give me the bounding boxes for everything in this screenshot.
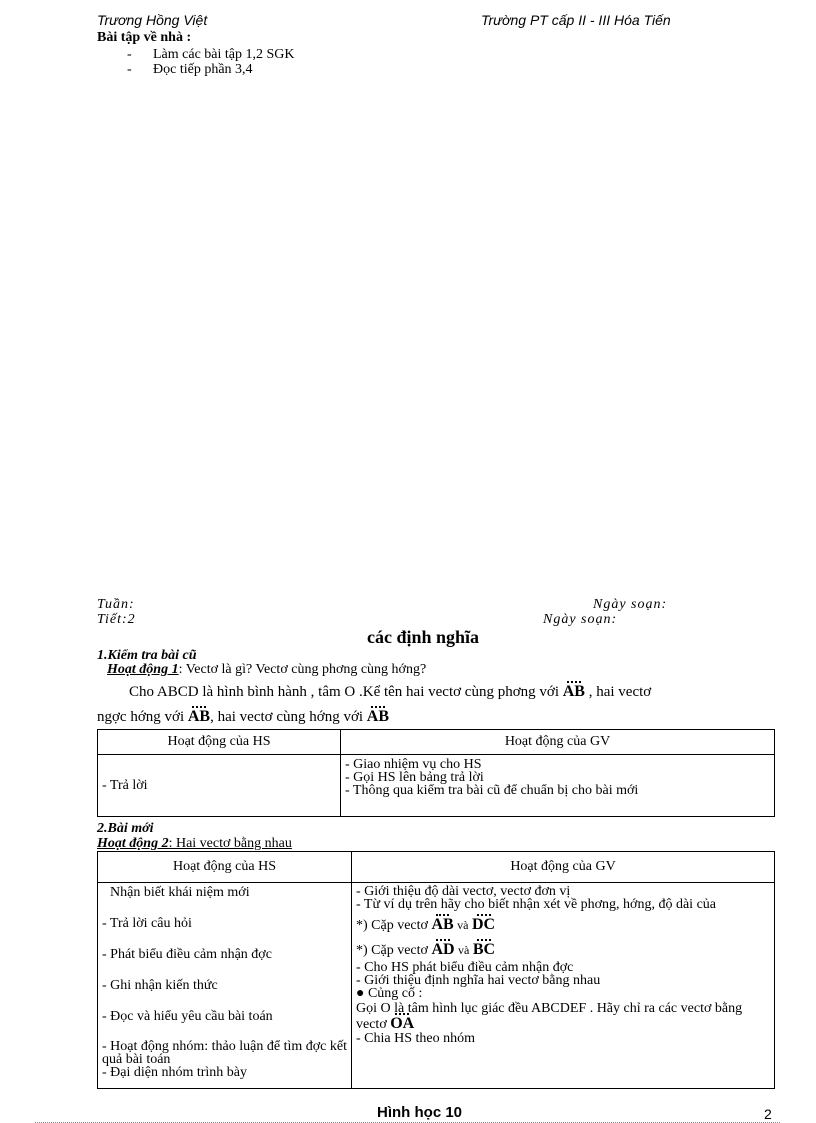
- bullet-icon: ●: [356, 986, 365, 1001]
- page-number: 2: [764, 1106, 772, 1122]
- activity1-paragraph-2: ngợc hớng với AB, hai vectơ cùng hớng với AB: [97, 708, 390, 725]
- vector-ab: AB: [431, 916, 454, 933]
- vector-ab: AB: [366, 708, 390, 725]
- homework-title: Bài tập về nhà :: [97, 30, 192, 45]
- ngay-soan-1: Ngày soạn:: [593, 597, 668, 612]
- table-activity2: [97, 851, 775, 1089]
- activity1-label: Hoạt động 1: [107, 662, 179, 677]
- activity2: [97, 836, 292, 852]
- activity1-paragraph: Cho ABCD là hình bình hành , tâm O .Kể tên hai vectơ cùng phơng với AB , hai vectơ: [129, 683, 652, 700]
- hexagon-task: Gọi O là tâm hình lục giác đều ABCDEF . Hãy chỉ ra các vectơ bằng vectơ OA: [356, 1001, 743, 1032]
- pair-ad-bc: *) Cặp vectơ AD và BC: [356, 941, 496, 958]
- homework-list: [127, 47, 295, 77]
- footer-subject: Hình học 10: [377, 1104, 463, 1121]
- activity1-text: : Vectơ là gì? Vectơ cùng phơng cùng hớng?: [178, 662, 427, 677]
- vector-oa: OA: [390, 1015, 415, 1032]
- vector-ab: AB: [562, 683, 585, 700]
- col-header-hs: Hoạt động của HS: [98, 730, 341, 755]
- vector-dc: DC: [472, 916, 496, 933]
- hs-cell: - Trả lời: [98, 755, 341, 817]
- section1-heading: 1.Kiểm tra bài cũ: [97, 648, 197, 663]
- gv-cell: - Giới thiệu độ dài vectơ, vectơ đơn vị - Từ ví dụ trên hãy cho biết nhận xét về phơng, hớng, độ dài của *) Cặp vectơ AB và DC *) Cặp vectơ AD và BC - Cho HS phát biểu điều cảm nhận đợc - Giới thiệu định nghĩa hai vectơ bằng nhau ● Củng cố : Gọi O là tâm hình lục giác đều ABCDEF . Hãy chỉ ra các vectơ bằng vectơ OA - Chia HS theo nhóm: [352, 883, 775, 1089]
- col-header-gv: Hoạt động của GV: [341, 730, 775, 755]
- col-header-hs: Hoạt động của HS: [98, 852, 352, 883]
- header-author: Trương Hồng Việt: [97, 12, 208, 28]
- tiet-label: Tiết:2: [97, 612, 136, 627]
- homework-item: - Đọc tiếp phần 3,4: [127, 62, 253, 77]
- header-school: Trường PT cấp II - III Hóa Tiến: [481, 12, 671, 28]
- activity2-text: : Hai vectơ bằng nhau: [168, 836, 292, 851]
- pair-ab-dc: *) Cặp vectơ AB và DC: [356, 916, 496, 933]
- homework-item: - Làm các bài tập 1,2 SGK: [127, 47, 295, 62]
- vector-bc: BC: [472, 941, 496, 958]
- ngay-soan-2: Ngày soạn:: [543, 612, 618, 627]
- hs-cell: Nhận biết khái niệm mới - Trả lời câu hỏi - Phát biểu điều cảm nhận đợc - Ghi nhận kiến thức - Đọc và hiểu yêu cầu bài toán - Hoạt động nhóm: thảo luận để tìm đợc kết quả bài toán - Đại diện nhóm trình bày: [98, 883, 352, 1089]
- section2-heading: 2.Bài mới: [97, 821, 154, 836]
- vector-ab: AB: [187, 708, 211, 725]
- lesson-title: các định nghĩa: [367, 627, 480, 647]
- cung-co: ● Củng cố :: [356, 986, 423, 1001]
- col-header-gv: Hoạt động của GV: [352, 852, 775, 883]
- gv-cell: - Giao nhiệm vụ cho HS - Gọi HS lên bảng trả lời - Thông qua kiểm tra bài cũ để chuẩn bị cho bài mới: [341, 755, 775, 817]
- activity1: [107, 662, 426, 678]
- vector-ad: AD: [431, 941, 455, 958]
- tuan-label: Tuần:: [97, 597, 135, 612]
- table-activity1: [97, 729, 775, 817]
- activity2-label: Hoạt động 2: [97, 836, 169, 851]
